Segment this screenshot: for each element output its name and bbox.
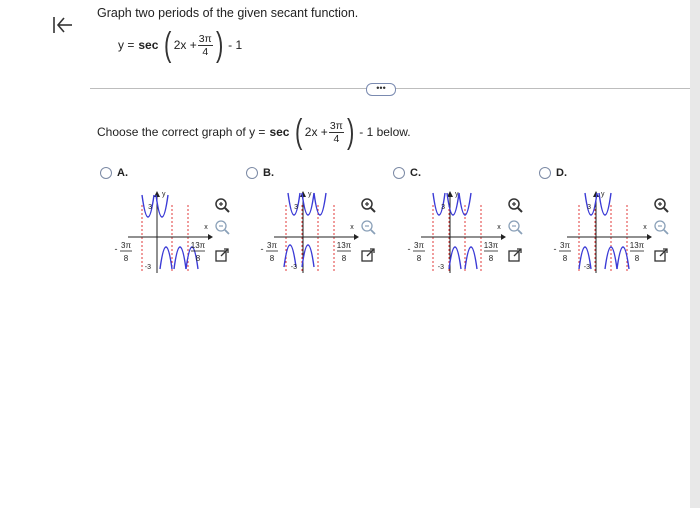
x-tick-left-den: 8 bbox=[562, 254, 568, 263]
open-external-icon bbox=[507, 247, 523, 263]
zoom-out-icon bbox=[507, 219, 523, 235]
option-c-graph bbox=[403, 185, 533, 285]
y-axis-label: y bbox=[455, 191, 459, 198]
option-b-label: B. bbox=[263, 167, 274, 179]
x-tick-left-minus: - bbox=[260, 244, 264, 254]
instr-open-paren: ( bbox=[295, 113, 303, 151]
option-c-head[interactable] bbox=[393, 167, 421, 179]
option-d-radio[interactable] bbox=[539, 167, 551, 179]
secant-branch bbox=[465, 247, 477, 269]
x-tick-right-num: 13π bbox=[483, 241, 499, 250]
secant-branch bbox=[160, 247, 172, 269]
secant-branch bbox=[302, 245, 314, 267]
x-tick-right-den: 8 bbox=[341, 254, 347, 263]
secant-branch bbox=[174, 247, 186, 269]
eq-func: sec bbox=[138, 38, 159, 52]
instr-inner: 2x + bbox=[304, 125, 328, 139]
zoom-out-icon bbox=[653, 219, 669, 235]
option-d-head[interactable] bbox=[539, 167, 567, 179]
x-axis-label: x bbox=[643, 224, 647, 231]
option-b-head[interactable] bbox=[246, 167, 274, 179]
x-tick-right-den: 8 bbox=[195, 254, 201, 263]
x-tick-left-num: 3π bbox=[121, 241, 131, 250]
x-axis-label: x bbox=[350, 224, 354, 231]
zoom-in-button[interactable] bbox=[214, 197, 230, 213]
instr-num: 3π bbox=[329, 119, 343, 132]
back-arrow-icon bbox=[50, 14, 76, 36]
x-tick-right-num: 13π bbox=[629, 241, 645, 250]
open-external-button[interactable] bbox=[507, 247, 523, 263]
x-tick-left-minus: - bbox=[553, 244, 557, 254]
window-edge bbox=[690, 0, 700, 508]
x-tick-left-num: 3π bbox=[414, 241, 424, 250]
back-button[interactable] bbox=[50, 14, 76, 36]
zoom-out-icon bbox=[214, 219, 230, 235]
zoom-out-button[interactable] bbox=[653, 219, 669, 235]
x-tick-left-minus: - bbox=[407, 244, 411, 254]
secant-branch bbox=[314, 193, 326, 215]
option-a[interactable] bbox=[100, 167, 208, 271]
option-b-radio[interactable] bbox=[246, 167, 258, 179]
eq-open-paren: ( bbox=[164, 26, 172, 64]
zoom-in-button[interactable] bbox=[360, 197, 376, 213]
eq-lhs: y = bbox=[118, 38, 135, 52]
x-axis-arrow bbox=[354, 234, 359, 240]
zoom-out-button[interactable] bbox=[360, 219, 376, 235]
x-tick-right-den: 8 bbox=[634, 254, 640, 263]
zoom-in-icon bbox=[360, 197, 376, 213]
y-axis-label: y bbox=[601, 191, 605, 198]
instr-close-paren: ) bbox=[346, 113, 355, 151]
option-a-head[interactable] bbox=[100, 167, 128, 179]
x-tick-left-num: 3π bbox=[560, 241, 570, 250]
x-axis-arrow bbox=[208, 234, 213, 240]
instr-after: - 1 below. bbox=[359, 125, 411, 139]
y-tick-top-label: 3 bbox=[148, 204, 152, 211]
x-axis-arrow bbox=[501, 234, 506, 240]
x-tick-left-den: 8 bbox=[416, 254, 422, 263]
zoom-in-button[interactable] bbox=[507, 197, 523, 213]
y-axis-arrow bbox=[154, 191, 160, 197]
x-axis-arrow bbox=[647, 234, 652, 240]
y-axis-label: y bbox=[162, 191, 166, 198]
eq-tail: - 1 bbox=[228, 38, 243, 52]
instruction bbox=[97, 115, 411, 149]
secant-branch bbox=[449, 247, 461, 269]
more-button[interactable]: ••• bbox=[366, 83, 396, 96]
x-axis-label: x bbox=[204, 224, 208, 231]
instr-fraction bbox=[329, 120, 344, 145]
option-a-graph bbox=[110, 185, 240, 285]
zoom-in-icon bbox=[653, 197, 669, 213]
x-tick-right-den: 8 bbox=[488, 254, 494, 263]
open-external-icon bbox=[653, 247, 669, 263]
option-c-radio[interactable] bbox=[393, 167, 405, 179]
instr-den: 4 bbox=[333, 132, 340, 145]
option-d-label: D. bbox=[556, 167, 567, 179]
y-tick-bottom-label: -3 bbox=[290, 264, 297, 271]
eq-fraction bbox=[198, 33, 213, 58]
option-a-radio[interactable] bbox=[100, 167, 112, 179]
y-tick-bottom-label: -3 bbox=[583, 264, 590, 271]
y-tick-top-label: 3 bbox=[587, 204, 591, 211]
option-a-label: A. bbox=[117, 167, 128, 179]
open-external-icon bbox=[360, 247, 376, 263]
y-tick-bottom-label: -3 bbox=[437, 264, 444, 271]
open-external-button[interactable] bbox=[653, 247, 669, 263]
secant-branch bbox=[156, 195, 168, 217]
instr-before: Choose the correct graph of y = bbox=[97, 125, 266, 139]
zoom-out-icon bbox=[360, 219, 376, 235]
x-axis-label: x bbox=[497, 224, 501, 231]
zoom-out-button[interactable] bbox=[214, 219, 230, 235]
option-c[interactable] bbox=[393, 167, 501, 271]
option-b[interactable] bbox=[246, 167, 354, 271]
open-external-button[interactable] bbox=[214, 247, 230, 263]
x-tick-left-den: 8 bbox=[269, 254, 275, 263]
option-d-graph bbox=[549, 185, 679, 285]
x-tick-right-num: 13π bbox=[336, 241, 352, 250]
x-tick-left-minus: - bbox=[114, 244, 118, 254]
zoom-out-button[interactable] bbox=[507, 219, 523, 235]
eq-den: 4 bbox=[202, 45, 209, 58]
option-b-graph bbox=[256, 185, 386, 285]
given-equation bbox=[118, 28, 242, 62]
eq-num: 3π bbox=[198, 32, 212, 45]
question-prompt: Graph two periods of the given secant function. bbox=[97, 6, 359, 20]
x-tick-left-num: 3π bbox=[267, 241, 277, 250]
eq-close-paren: ) bbox=[215, 26, 224, 64]
open-external-icon bbox=[214, 247, 230, 263]
y-axis-label: y bbox=[308, 191, 312, 198]
secant-branch bbox=[459, 193, 471, 215]
x-tick-left-den: 8 bbox=[123, 254, 129, 263]
open-external-button[interactable] bbox=[360, 247, 376, 263]
x-tick-right-num: 13π bbox=[190, 241, 206, 250]
y-tick-bottom-label: -3 bbox=[144, 264, 151, 271]
eq-inner: 2x + bbox=[173, 38, 197, 52]
zoom-in-icon bbox=[214, 197, 230, 213]
y-tick-top-label: 3 bbox=[441, 204, 445, 211]
option-c-label: C. bbox=[410, 167, 421, 179]
instr-func: sec bbox=[269, 125, 290, 139]
zoom-in-button[interactable] bbox=[653, 197, 669, 213]
option-d[interactable] bbox=[539, 167, 647, 271]
zoom-in-icon bbox=[507, 197, 523, 213]
y-tick-top-label: 3 bbox=[294, 204, 298, 211]
